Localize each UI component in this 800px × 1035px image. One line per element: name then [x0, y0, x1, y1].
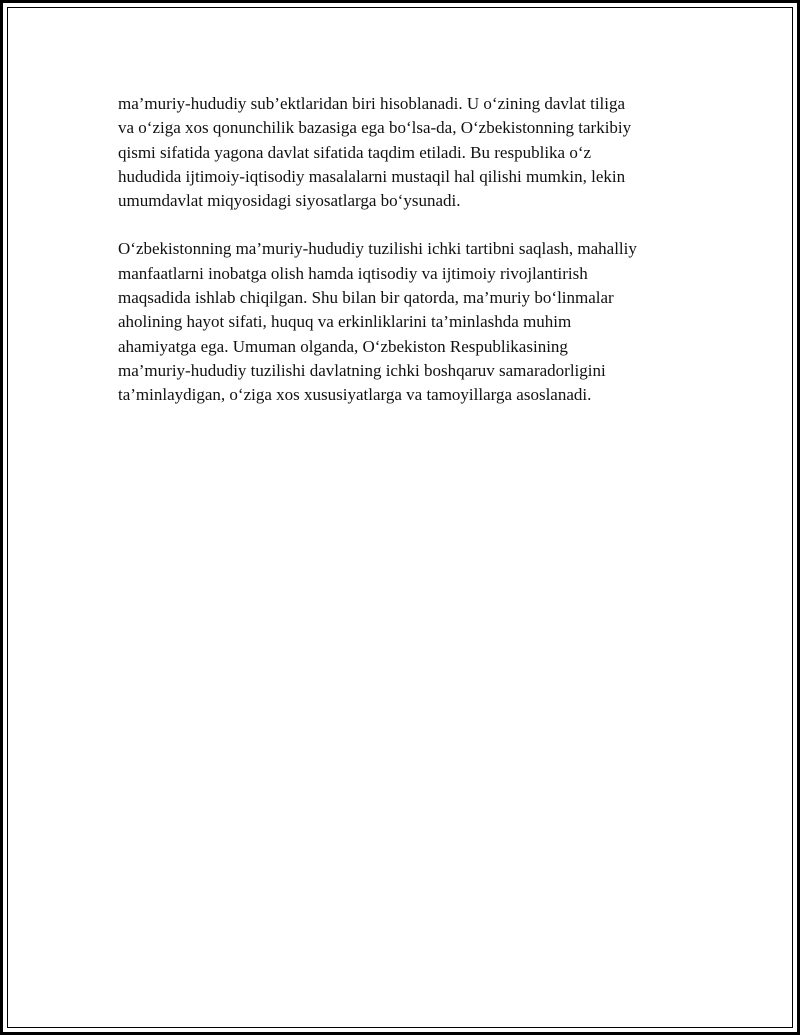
text-line: hududida ijtimoiy-iqtisodiy masalalarni mustaqil hal qilishi mumkin, lekin — [118, 166, 626, 186]
document-body — [118, 92, 698, 408]
text-line: O‘zbekistonning ma’muriy-hududiy tuzilishi ichki tartibni saqlash, mahalliy — [118, 239, 637, 259]
text-line: ta’minlaydigan, o‘ziga xos xususiyatlarga va tamoyillarga asoslanadi. — [118, 385, 592, 405]
text-line: qismi sifatida yagona davlat sifatida taqdim etiladi. Bu respublika o‘z — [118, 142, 592, 162]
text-line: umumdavlat miqyosidagi siyosatlarga bo‘ysunadi. — [118, 191, 461, 211]
text-line: va o‘ziga xos qonunchilik bazasiga ega bo‘lsa-da, O‘zbekistonning tarkibiy — [118, 118, 632, 138]
text-line: manfaatlarni inobatga olish hamda iqtisodiy va ijtimoiy rivojlantirish — [118, 263, 588, 283]
text-line: ma’muriy-hududiy sub’ektlaridan biri hisoblanadi. U o‘zining davlat tiliga — [118, 94, 626, 113]
text-line: aholining hayot sifati, huquq va erkinliklarini ta’minlashda muhim — [118, 312, 572, 332]
text-line: ahamiyatga ega. Umuman olganda, O‘zbekiston Respublikasining — [118, 336, 568, 356]
text-line: maqsadida ishlab chiqilgan. Shu bilan bir qatorda, ma’muriy bo‘linmalar — [118, 288, 614, 308]
text-line: ma’muriy-hududiy tuzilishi davlatning ichki boshqaruv samaradorligini — [118, 360, 606, 380]
paragraph-1 — [118, 92, 698, 213]
paragraph-2 — [118, 237, 698, 407]
